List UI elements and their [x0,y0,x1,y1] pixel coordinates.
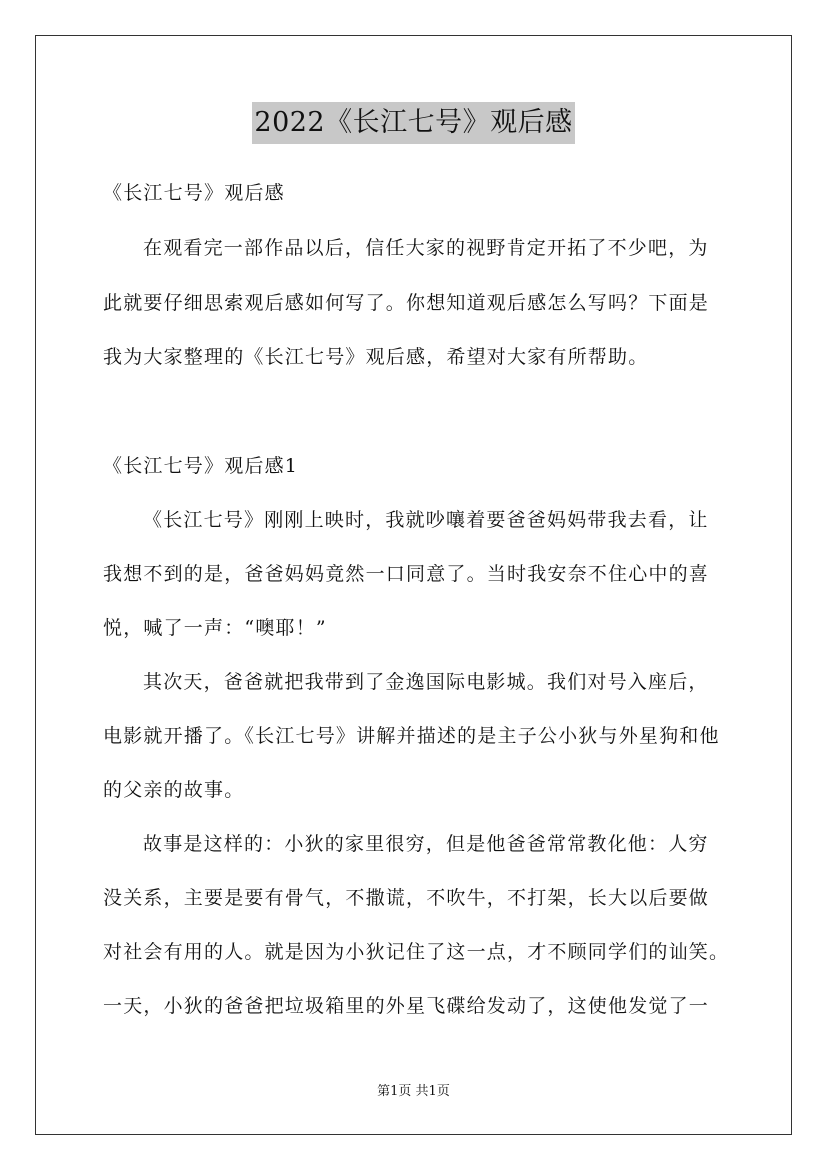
paragraph-line: 悦，喊了一声：“噢耶！” [103,617,327,639]
intro-line: 我为大家整理的《长江七号》观后感，希望对大家有所帮助。 [103,346,649,368]
paragraph-line: 没关系，主要是要有骨气，不撒谎，不吹牛，不打架，长大以后要做 [103,887,710,909]
intro-line: 在观看完一部作品以后，信任大家的视野肯定开拓了不少吧，为 [143,237,709,259]
title-block [0,102,827,144]
document-title: 2022《长江七号》观后感 [252,102,574,144]
page-footer: 第1页 共1页 [377,1084,450,1099]
paragraph-line: 电影就开播了。《长江七号》讲解并描述的是主子公小狄与外星狗和他 [103,725,720,747]
subtitle: 《长江七号》观后感 [103,182,285,204]
paragraph-line: 对社会有用的人。就是因为小狄记住了这一点，才不顾同学们的讪笑。 [103,941,730,963]
paragraph-line: 《长江七号》刚刚上映时，我就吵嚷着要爸爸妈妈带我去看，让 [143,509,709,531]
paragraph-line: 一天，小狄的爸爸把垃圾箱里的外星飞碟给发动了，这使他发觉了一 [103,995,710,1017]
paragraph-line: 我想不到的是，爸爸妈妈竟然一口同意了。当时我安奈不住心中的喜 [103,563,710,585]
section-heading: 《长江七号》观后感1 [103,455,299,477]
paragraph-line: 故事是这样的：小狄的家里很穷，但是他爸爸常常教化他：人穷 [143,833,709,855]
paragraph-line: 其次天，爸爸就把我带到了金逸国际电影城。我们对号入座后， [143,671,709,693]
paragraph-line: 的父亲的故事。 [103,779,245,801]
intro-line: 此就要仔细思索观后感如何写了。你想知道观后感怎么写吗？下面是 [103,292,710,314]
